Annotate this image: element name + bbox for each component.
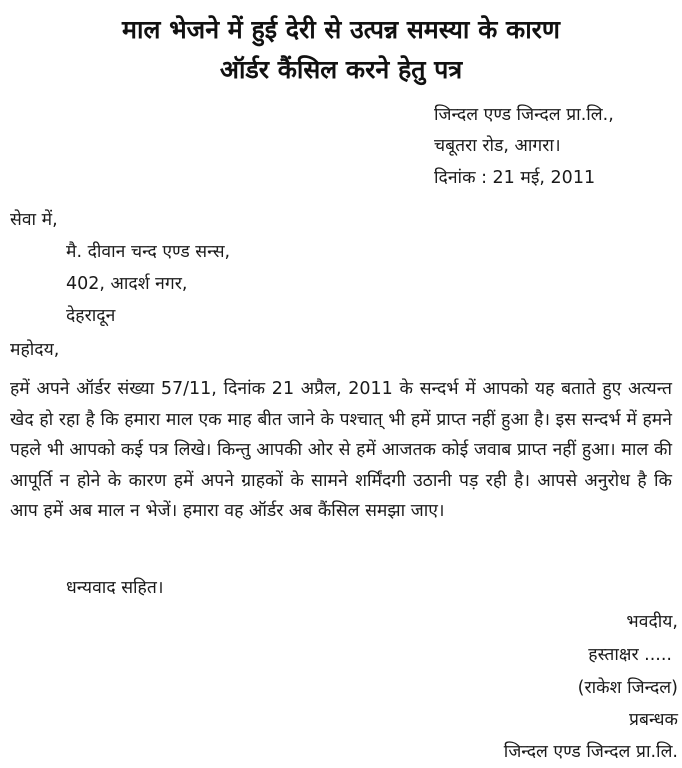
letter-title-line-2: ऑर्डर कैंसिल करने हेतु पत्र bbox=[219, 55, 463, 84]
closing-yours: भवदीय, bbox=[626, 612, 678, 632]
thanks-line: धन्यवाद सहित। bbox=[66, 578, 164, 598]
sender-company: जिन्दल एण्ड जिन्दल प्रा.लि., bbox=[434, 105, 614, 125]
closing-signature: हस्ताक्षर ..... bbox=[588, 645, 672, 665]
closing-name: (राकेश जिन्दल) bbox=[577, 678, 678, 698]
sender-address: चबूतरा रोड, आगरा। bbox=[434, 136, 561, 156]
recipient-city: देहरादून bbox=[66, 306, 116, 326]
closing-designation: प्रबन्धक bbox=[629, 710, 678, 730]
letter-title-line-1: माल भेजने में हुई देरी से उत्पन्न समस्या के कारण bbox=[122, 15, 560, 44]
letter-body: हमें अपने ऑर्डर संख्या 57/11, दिनांक 21 अप्रैल, 2011 के सन्दर्भ में आपको यह बताते हुए अत्यन्त खेद हो रहा है कि हमारा माल एक माह बीत जाने के पश्चात् भी हमें प्राप्त नहीं हुआ है। इस सन्दर्भ में हमने पहले भी आपको कई पत्र लिखे। किन्तु आपकी ओर से हमें आजतक कोई जवाब प्राप्त नहीं हुआ। माल की आपूर्ति न होने के कारण हमें अपने ग्राहकों के सामने शर्मिंदगी उठानी पड़ रही है। आपसे अनुरोध है कि आप हमें अब माल न भेजें। हमारा वह ऑर्डर अब कैंसिल समझा जाए। bbox=[10, 379, 672, 521]
salutation-to: सेवा में, bbox=[10, 210, 58, 230]
closing-company: जिन्दल एण्ड जिन्दल प्रा.लि. bbox=[503, 742, 678, 762]
recipient-name: मै. दीवान चन्द एण्ड सन्स, bbox=[66, 242, 231, 262]
greeting: महोदय, bbox=[10, 340, 60, 360]
letter-date: दिनांक : 21 मई, 2011 bbox=[434, 168, 596, 188]
recipient-address: 402, आदर्श नगर, bbox=[66, 274, 188, 294]
